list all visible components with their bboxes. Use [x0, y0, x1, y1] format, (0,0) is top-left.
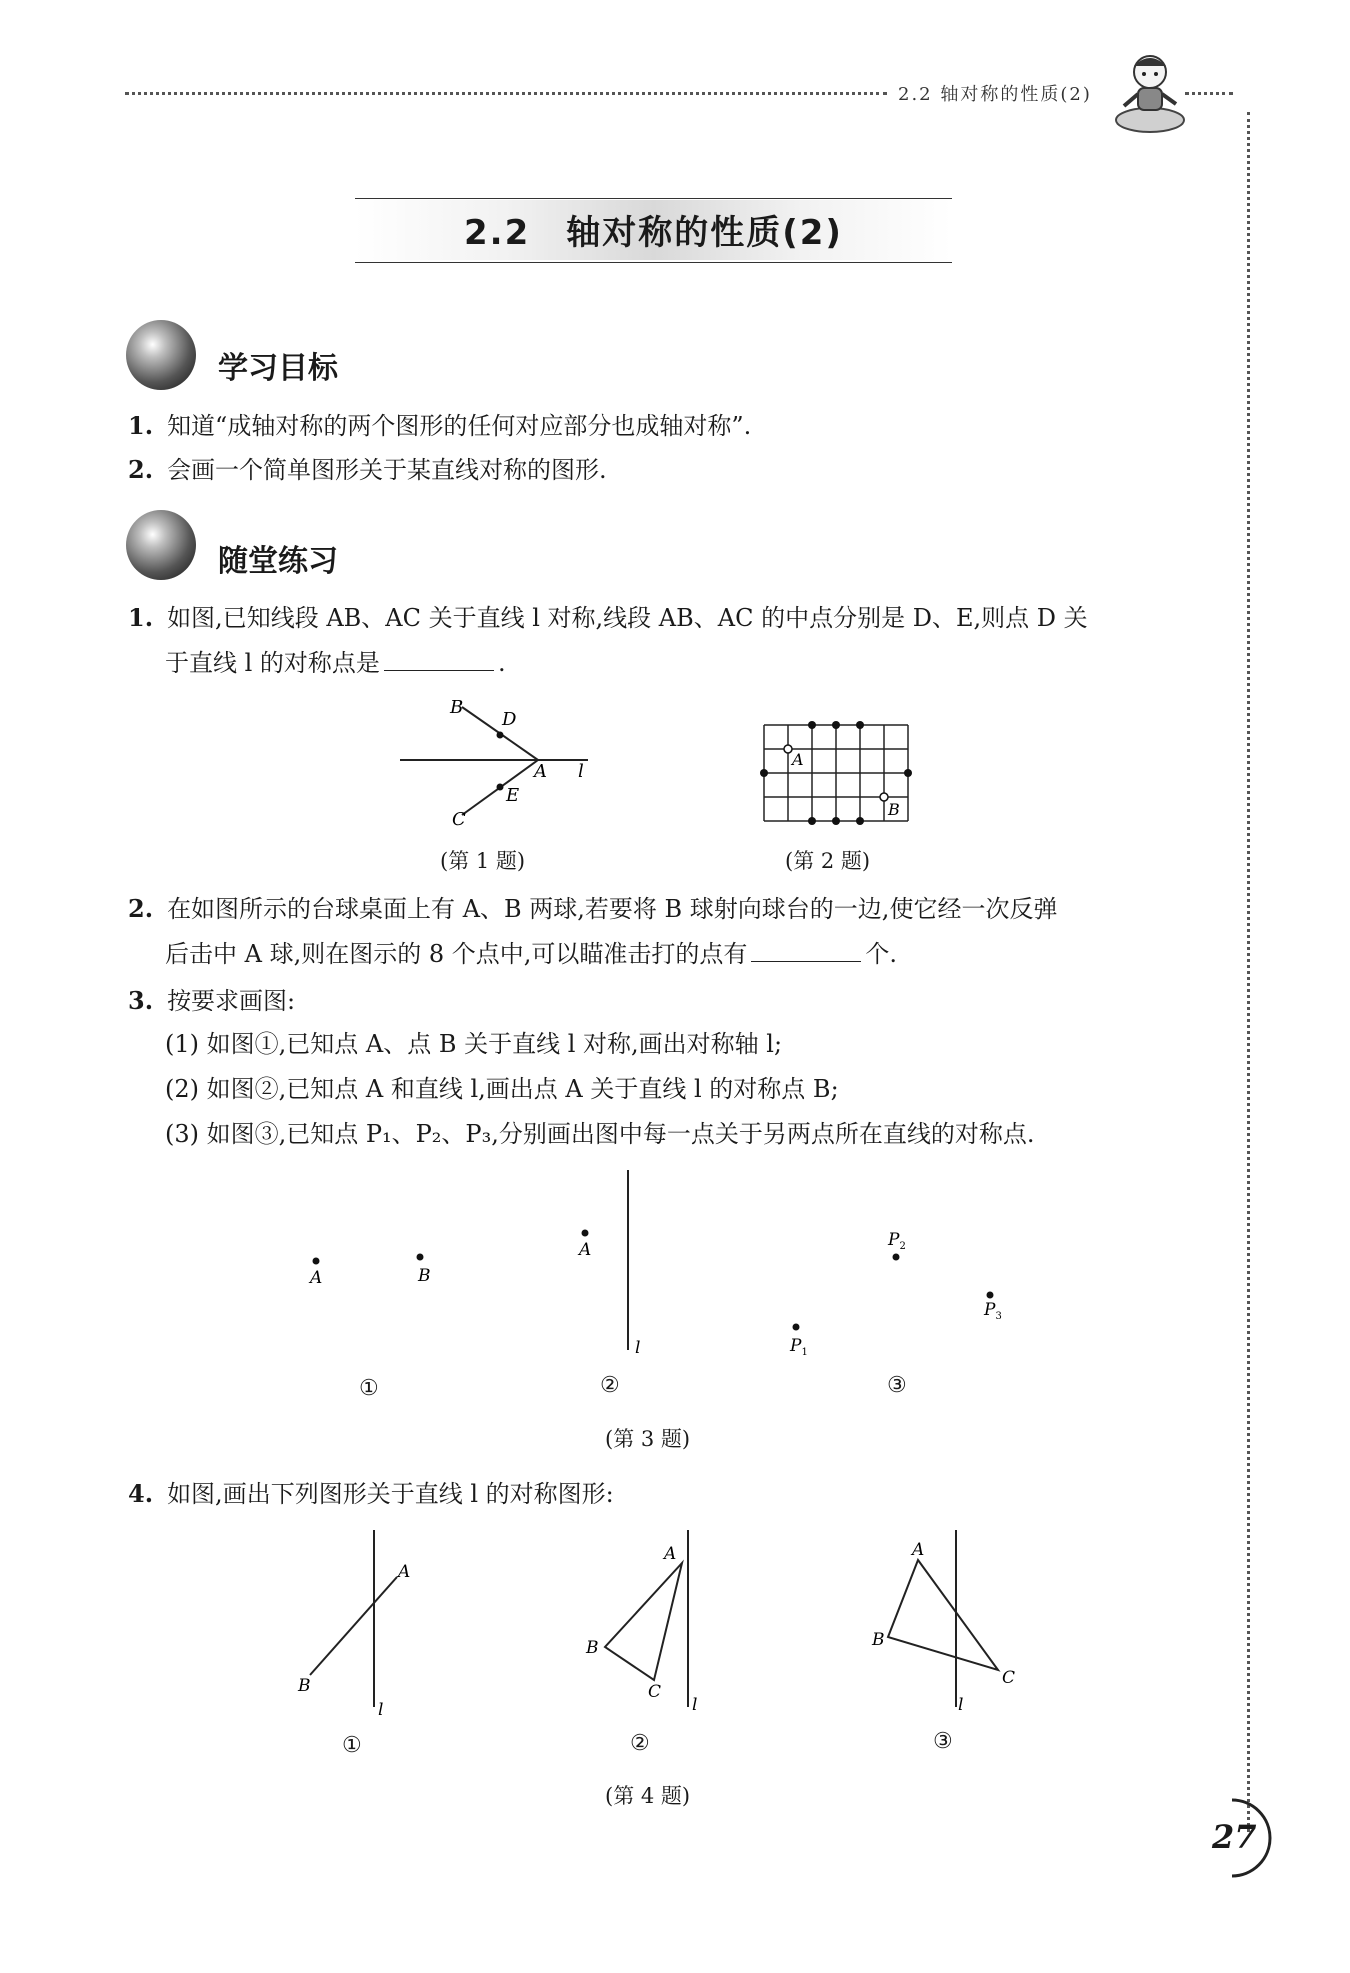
label-l: l — [635, 1338, 641, 1358]
question-1-line1: 1. 如图,已知线段 AB、AC 关于直线 l 对称,线段 AB、AC 的中点分别是 D、E,则点 D 关 — [128, 603, 1088, 632]
running-title: 2.2 轴对称的性质(2) — [898, 84, 1092, 105]
label-B: B — [418, 1266, 431, 1286]
title-text: 轴对称的性质(2) — [566, 213, 843, 253]
objective-item: 1. 知道“成轴对称的两个图形的任何对应部分也成轴对称”. — [128, 411, 752, 440]
label-A: A — [398, 1562, 411, 1582]
label-P2: $P_2$ — [888, 1230, 906, 1252]
objective-item: 2. 会画一个简单图形关于某直线对称的图形. — [128, 455, 607, 484]
label-A: A — [664, 1544, 677, 1564]
label-C: C — [648, 1682, 662, 1702]
label-C: C — [1002, 1668, 1016, 1688]
subfigure-label-2: ② — [600, 1373, 620, 1398]
label-B: B — [298, 1676, 311, 1696]
caption-q4: (第 4 题) — [605, 1784, 691, 1808]
figure-q1 — [390, 695, 600, 835]
label-B: B — [450, 697, 464, 718]
question-3-sub1: (1) 如图①,已知点 A、点 B 关于直线 l 对称,画出对称轴 l; — [165, 1030, 783, 1058]
question-4: 4. 如图,画出下列图形关于直线 l 的对称图形: — [128, 1479, 614, 1508]
caption-q1: (第 1 题) — [440, 849, 526, 873]
header-rule-right — [1185, 92, 1233, 95]
label-E: E — [506, 785, 520, 806]
section-ball-icon — [126, 320, 196, 390]
answer-blank[interactable] — [751, 941, 861, 962]
subfigure-label-3: ③ — [887, 1373, 907, 1398]
title-rule-bottom — [355, 262, 952, 263]
label-A: A — [579, 1240, 592, 1260]
title-rule-top — [355, 198, 952, 199]
subfigure-label-1: ① — [342, 1733, 362, 1758]
answer-blank[interactable] — [384, 650, 494, 671]
caption-q2: (第 2 题) — [785, 849, 871, 873]
label-B: B — [872, 1630, 885, 1650]
label-A: A — [912, 1540, 925, 1560]
label-l: l — [692, 1695, 698, 1715]
label-l: l — [958, 1695, 964, 1715]
label-B: B — [586, 1638, 599, 1658]
subfigure-label-3: ③ — [933, 1729, 953, 1754]
subfigure-label-2: ② — [630, 1731, 650, 1756]
label-l: l — [578, 761, 584, 782]
question-3-sub2: (2) 如图②,已知点 A 和直线 l,画出点 A 关于直线 l 的对称点 B; — [165, 1075, 839, 1103]
figure-q2-grid — [755, 715, 915, 835]
label-A: A — [310, 1268, 323, 1288]
header-rule-left — [125, 92, 887, 95]
section-heading-practice: 随堂练习 — [218, 544, 338, 579]
section-globe-icon — [126, 510, 196, 580]
page-title — [355, 205, 952, 254]
label-C: C — [452, 809, 466, 830]
caption-q3: (第 3 题) — [605, 1427, 691, 1451]
subfigure-label-1: ① — [359, 1376, 379, 1401]
question-3-sub3: (3) 如图③,已知点 P₁、P₂、P₃,分别画出图中每一点关于另两点所在直线的对称点. — [165, 1120, 1035, 1148]
title-number: 2.2 — [464, 213, 531, 253]
question-1-line2: 于直线 l 的对称点是 . — [165, 649, 506, 677]
figure-q3 — [290, 1165, 1030, 1375]
question-2-line2: 后击中 A 球,则在图示的 8 个点中,可以瞄准击打的点有 个. — [165, 940, 898, 968]
label-P3: $P_3$ — [984, 1300, 1002, 1322]
label-A: A — [792, 750, 804, 769]
label-B: B — [888, 800, 900, 819]
section-heading-objectives: 学习目标 — [218, 351, 338, 386]
page-number: 27 — [1212, 1818, 1257, 1856]
label-P1: $P_1$ — [790, 1336, 808, 1358]
question-3-intro: 3. 按要求画图: — [128, 986, 296, 1015]
label-l: l — [378, 1700, 384, 1720]
label-A: A — [534, 761, 547, 782]
question-2-line1: 2. 在如图所示的台球桌面上有 A、B 两球,若要将 B 球射向球台的一边,使它经一次反弹 — [128, 894, 1058, 923]
figure-q4 — [290, 1525, 1030, 1745]
mascot-icon — [1110, 48, 1190, 136]
label-D: D — [502, 709, 517, 730]
margin-rule — [1247, 112, 1250, 1832]
